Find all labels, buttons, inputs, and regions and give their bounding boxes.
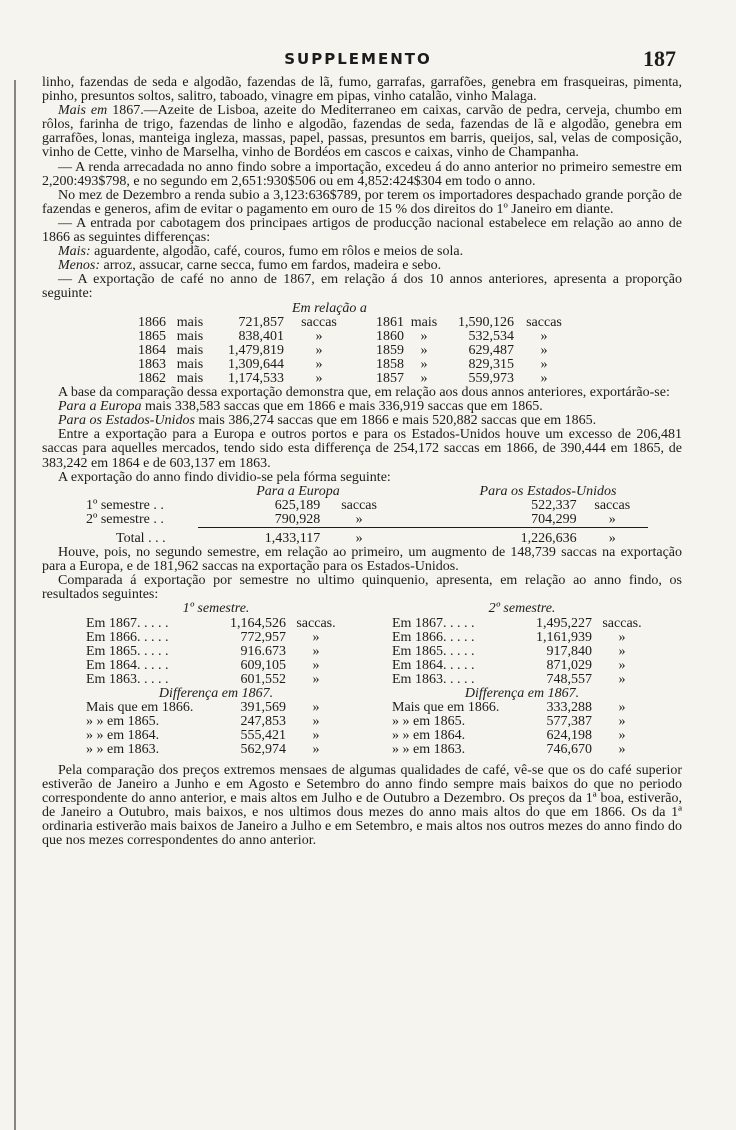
year: 1859	[376, 342, 404, 358]
year: 1863	[138, 356, 166, 372]
table-row	[392, 673, 652, 687]
value: 1,174,533	[228, 370, 284, 386]
table-row	[132, 358, 574, 372]
table-header: Em relação a	[292, 300, 367, 316]
value: 555,421	[240, 728, 286, 744]
table-row	[86, 499, 648, 513]
diff-label: » » em 1863.	[86, 742, 160, 758]
year: 1862	[138, 370, 166, 386]
value: 917,840	[546, 643, 592, 659]
diff-title: Differença em 1867.	[158, 686, 274, 702]
table-row	[86, 631, 346, 645]
value: 624,198	[546, 728, 592, 744]
value: 748,557	[546, 671, 592, 687]
table-row	[132, 344, 574, 358]
unit: »	[312, 728, 320, 744]
value: 1,590,126	[458, 314, 514, 330]
year: 1866	[138, 314, 166, 330]
table-row	[392, 659, 652, 673]
table-row	[392, 631, 652, 645]
table-row	[86, 659, 346, 673]
paragraph-cabotage: — A entrada por cabotagem dos principaes artigos de producção nacional estabelece em relação ao anno de 1866 as seguintes differenças:	[42, 215, 682, 246]
value: 1,164,526	[230, 615, 286, 631]
table-row	[132, 316, 574, 330]
value: 391,569	[240, 700, 286, 716]
lead-menos: Menos:	[58, 258, 100, 274]
binding-edge	[14, 80, 16, 1130]
paragraph-december: No mez de Dezembro a renda subio a 3,123:636$789, por terem os importadores despachado grande porção de fazendas e generos, afim de evitar o pagamento em ouro de 15 % dos direitos do 1º Janeiro em diante.	[42, 187, 682, 217]
unit: »	[315, 328, 323, 344]
value-europa: 625,189	[274, 497, 321, 513]
paragraph-imports-more	[42, 104, 682, 160]
paragraph-prices: Pela comparação dos preços extremos mensaes de algumas qualidades de café, vê-se que os do café superior estiverão de Janeiro a Junho e em Agosto e Setembro do anno findo sempre mais baixos do que no periodo correspondente do anno anterior, e mais altos em Julho e de Outubro a Dezembro. Os preços da 1ª boa, estiverão, de Janeiro a Outubro, mais baixos, e nos ultimos dous mezes do anno mais altos do que em 1866. Os da 1ª ordinaria estiverão mais baixos de Janeiro a Julho e em Setembro, e mais altos nos outros mezes do anno findo do que nos mezes correspondentes do anno anterior.	[42, 762, 682, 848]
year: 1864	[138, 342, 166, 358]
first-semester-table	[86, 602, 346, 757]
table-header-row	[132, 302, 574, 316]
value: 1,161,939	[536, 629, 592, 645]
value: 629,487	[468, 342, 514, 358]
table-row	[86, 701, 346, 715]
lead-mais-em: Mais em	[58, 103, 108, 119]
value: 577,387	[546, 714, 592, 730]
value: 559,973	[468, 370, 514, 386]
unit: saccas	[526, 314, 562, 330]
unit: »	[618, 714, 626, 730]
first-semester-col	[42, 602, 362, 757]
table-row	[392, 743, 652, 757]
unit: »	[540, 328, 548, 344]
unit: »	[315, 370, 323, 386]
mais-label: mais	[176, 314, 204, 330]
diff-label: » » em 1864.	[86, 728, 160, 744]
unit: »	[618, 671, 626, 687]
value: 562,974	[240, 742, 286, 758]
col-europa: Para a Europa	[256, 483, 340, 499]
unit: »	[618, 742, 626, 758]
table-row	[392, 645, 652, 659]
year-label: Em 1864. . . . .	[392, 657, 475, 673]
running-title: SUPPLEMENTO	[284, 50, 432, 68]
unit: saccas.	[296, 615, 336, 631]
unit: »	[540, 356, 548, 372]
year-label: Em 1865. . . . .	[392, 643, 475, 659]
value: 609,105	[240, 657, 286, 673]
paragraph-menos	[42, 259, 682, 273]
mais-label: »	[420, 328, 428, 344]
semester-label: 2º semestre . .	[86, 512, 164, 528]
unit: »	[312, 671, 320, 687]
value: 333,288	[546, 700, 592, 716]
unit: »	[312, 714, 320, 730]
table-row	[86, 743, 346, 757]
semester-title: 2º semestre.	[488, 601, 556, 617]
unit: »	[312, 657, 320, 673]
total-label: Total . . .	[116, 530, 166, 546]
paragraph-revenue: — A renda arrecadada no anno findo sobre a importação, excedeu á do anno anterior no primeiro semestre em 2,200:493$798, e no segundo em 2,651:930$506 ou em 4,852:424$304 em todo o anno.	[42, 159, 682, 189]
unit: »	[315, 342, 323, 358]
mais-label: »	[420, 370, 428, 386]
unit: »	[618, 643, 626, 659]
value: 1,479,819	[228, 342, 284, 358]
year-label: Em 1866. . . . .	[392, 629, 475, 645]
unit: saccas	[594, 497, 631, 513]
table-row	[86, 673, 346, 687]
unit: »	[618, 629, 626, 645]
year-label: Em 1867. . . . .	[392, 615, 475, 631]
ditto: »	[577, 528, 648, 547]
page-number: 187	[643, 46, 676, 71]
value-eua: 704,299	[531, 511, 577, 527]
semester-title-row	[392, 602, 652, 616]
unit: »	[618, 728, 626, 744]
value-europa: 790,928	[274, 511, 321, 527]
unit: »	[355, 511, 363, 527]
value: 247,853	[240, 714, 286, 730]
value: 1,495,227	[536, 615, 592, 631]
value: 838,401	[238, 328, 284, 344]
mais-label: mais	[176, 328, 204, 344]
table-row	[392, 617, 652, 631]
year: 1858	[376, 356, 404, 372]
paragraph-base: A base da comparação dessa exportação demonstra que, em relação aos dous annos anteriores, exportárão-se:	[58, 385, 670, 401]
year: 1861	[376, 314, 404, 330]
value: 829,315	[468, 356, 514, 372]
value: 532,534	[468, 328, 514, 344]
value-eua: 522,337	[531, 497, 577, 513]
value: 871,029	[546, 657, 592, 673]
mais-label: mais	[410, 314, 438, 330]
paragraph-division: A exportação do anno findo dividio-se pela fórma seguinte:	[58, 469, 391, 485]
lead-europa: Para a Europa	[58, 399, 142, 415]
paragraph-houve: Houve, pois, no segundo semestre, em relação ao primeiro, um augmento de 148,739 saccas na exportação para a Europa, e de 181,962 saccas na exportação para os Estados-Unidos.	[42, 545, 682, 575]
mais-label: mais	[176, 342, 204, 358]
diff-label: » » em 1864.	[392, 728, 466, 744]
table-row	[86, 513, 648, 528]
coffee-export-10y-table	[132, 302, 574, 387]
table-body	[132, 316, 574, 386]
unit: »	[312, 700, 320, 716]
paragraph-mais	[42, 245, 682, 259]
diff-label: » » em 1863.	[392, 742, 466, 758]
diff-label: » » em 1865.	[86, 714, 160, 730]
quinquennium-tables	[42, 602, 682, 757]
table-row	[392, 729, 652, 743]
paragraph-europa	[42, 400, 682, 414]
paragraph-coffee-export: — A exportação de café no anno de 1867, em relação á dos 10 annos anteriores, apresenta a proporção seguinte:	[42, 272, 682, 302]
value: 746,670	[546, 742, 592, 758]
unit: »	[312, 643, 320, 659]
unit: »	[540, 342, 548, 358]
total-us: 1,226,636	[398, 528, 577, 547]
year: 1865	[138, 328, 166, 344]
text: 1867.—Azeite de Lisboa, azeite do Mediterraneo em caixas, carvão de pedra, cerveja, chumbo em rôlos, farinha de trigo, fazendas de linho e algodão, fazendas de seda, fazendas de lã e algodão, genebra em garrafões, lonas, manteiga ingleza, massas, papel, passas, presuntos em barris, queijos, sal, velas de composição, vinho de Cette, vinho de Marselha, vinho de Bordéos em cascos e caixas, vinho de Champanha.	[42, 103, 682, 161]
diff-title-row	[392, 687, 652, 701]
lead-mais: Mais:	[58, 244, 91, 260]
diff-label: Mais que em 1866.	[392, 700, 500, 716]
semester-total-row	[86, 528, 648, 547]
year-label: Em 1863. . . . .	[86, 671, 169, 687]
unit: »	[608, 511, 616, 527]
paragraph-excess: Entre a exportação para a Europa e outros portos e para os Estados-Unidos houve um excesso de 206,481 saccas para aquelles mercados, tendo sido esta differença de 254,172 saccas em 1866, de 390,444 em 1865, de 383,242 em 1864 e de 603,137 em 1863.	[42, 427, 682, 471]
diff-title: Differença em 1867.	[464, 686, 580, 702]
text: mais 338,583 saccas que em 1866 e mais 336,919 saccas que em 1865.	[141, 399, 543, 415]
value: 772,957	[240, 629, 286, 645]
year-label: Em 1864. . . . .	[86, 657, 169, 673]
paragraph-comparada: Comparada á exportação por semestre no ultimo quinquenio, apresenta, em relação ao anno findo, os resultados seguintes:	[42, 573, 682, 603]
paragraph-imports-list: linho, fazendas de seda e algodão, fazendas de lã, fumo, garrafas, garrafões, genebra em frasqueiras, pimenta, pinho, presuntos soltos, salitro, taboado, vinagre em pipas, vinho catalão, vinho Malaga.	[42, 75, 682, 105]
unit: saccas	[301, 314, 337, 330]
col-eua: Para os Estados-Unidos	[479, 483, 617, 499]
mais-label: »	[420, 356, 428, 372]
table-row	[392, 701, 652, 715]
unit: saccas	[341, 497, 377, 513]
value: 1,309,644	[228, 356, 284, 372]
second-semester-col	[362, 602, 682, 757]
table-row	[86, 729, 346, 743]
year-label: Em 1863. . . . .	[392, 671, 475, 687]
unit: »	[312, 629, 320, 645]
year-label: Em 1866. . . . .	[86, 629, 169, 645]
unit: »	[540, 370, 548, 386]
unit: saccas.	[602, 615, 642, 631]
semester-label: 1º semestre . .	[86, 497, 164, 513]
semester-body	[86, 499, 648, 528]
text: mais 386,274 saccas que em 1866 e mais 520,882 saccas que em 1865.	[194, 413, 597, 429]
year: 1860	[376, 328, 404, 344]
diff-label: Mais que em 1866.	[86, 700, 194, 716]
year-label: Em 1867. . . . .	[86, 615, 169, 631]
ditto: »	[320, 528, 398, 547]
total-eu: 1,433,117	[198, 528, 320, 547]
table-row	[392, 715, 652, 729]
body-text	[42, 76, 682, 848]
semester-table	[86, 485, 648, 546]
unit: »	[312, 742, 320, 758]
value: 721,857	[238, 314, 284, 330]
lead-eua: Para os Estados-Unidos	[58, 413, 195, 429]
blank-cell	[86, 485, 198, 499]
year-label: Em 1865. . . . .	[86, 643, 169, 659]
semester-title: 1º semestre.	[182, 601, 250, 617]
value: 601,552	[240, 671, 286, 687]
diff-title-row	[86, 687, 346, 701]
year: 1857	[376, 370, 404, 386]
mais-label: »	[420, 342, 428, 358]
mais-label: mais	[176, 370, 204, 386]
table-row	[86, 715, 346, 729]
mais-label: mais	[176, 356, 204, 372]
table-row	[86, 617, 346, 631]
page-header	[40, 46, 676, 72]
semester-header-row	[86, 485, 648, 499]
table-row	[86, 645, 346, 659]
value: 916.673	[240, 643, 286, 659]
unit: »	[315, 356, 323, 372]
unit: »	[618, 657, 626, 673]
diff-label: » » em 1865.	[392, 714, 466, 730]
table-row	[132, 372, 574, 386]
semester-title-row	[86, 602, 346, 616]
table-row	[132, 330, 574, 344]
text: arroz, assucar, carne secca, fumo em fardos, madeira e sebo.	[100, 258, 442, 274]
unit: »	[618, 700, 626, 716]
text: aguardente, algodão, café, couros, fumo em rôlos e meios de sola.	[90, 244, 464, 260]
second-semester-table	[392, 602, 652, 757]
paragraph-eua	[42, 414, 682, 428]
